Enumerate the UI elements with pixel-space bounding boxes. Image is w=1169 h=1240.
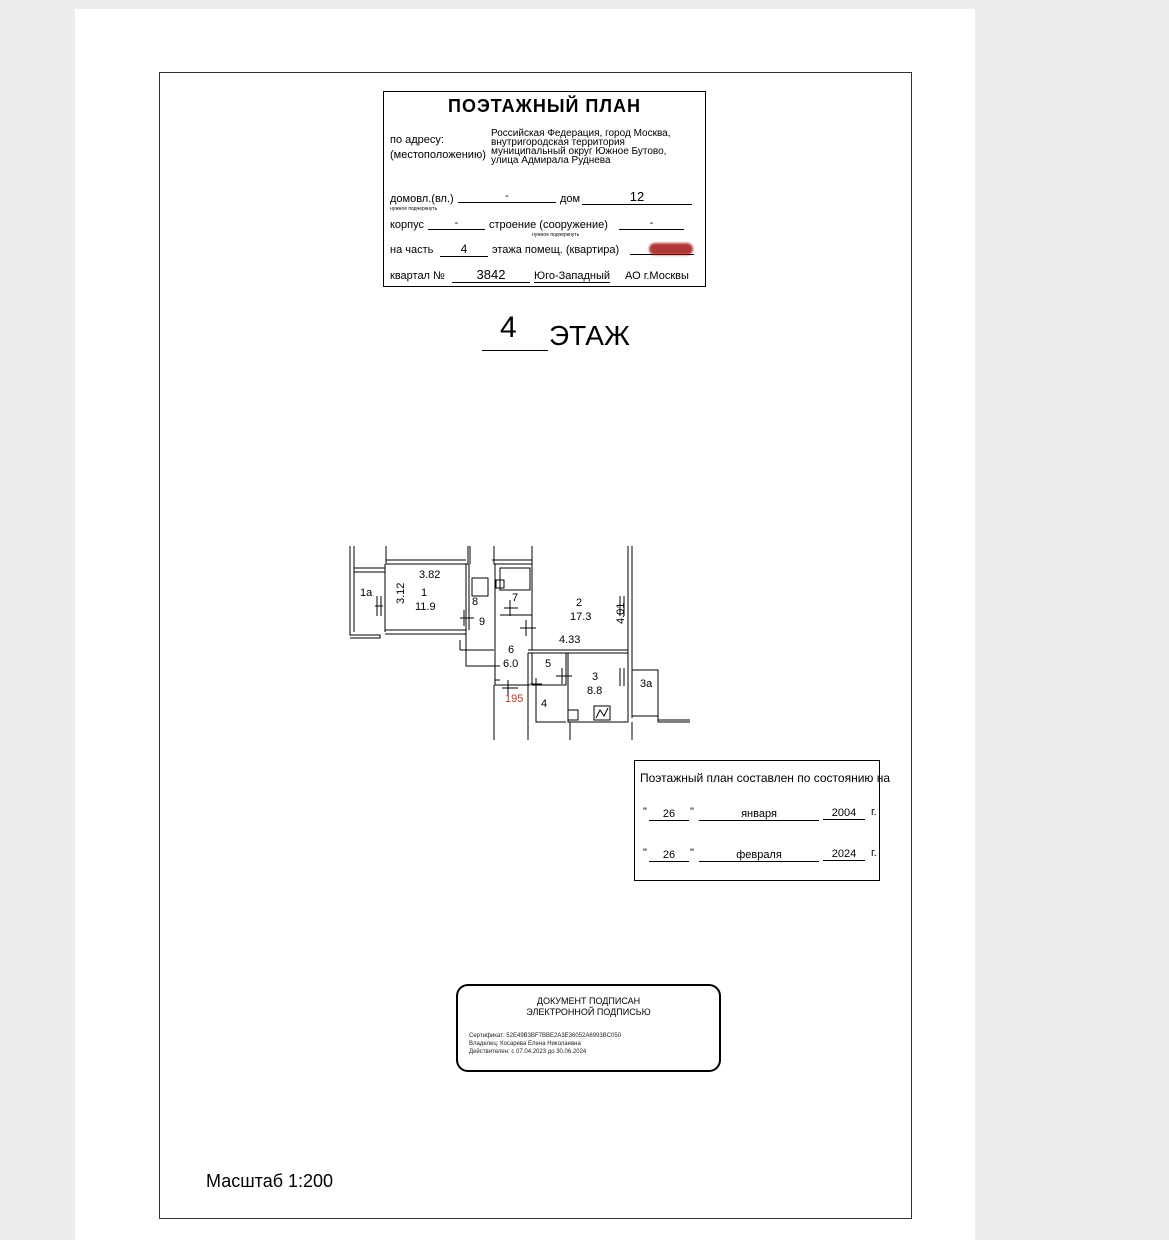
room-label-4: 4 xyxy=(541,698,548,710)
room-label-1a: 1а xyxy=(360,587,373,599)
room-label-9: 9 xyxy=(479,616,486,628)
room-area-3: 8.8 xyxy=(587,685,603,697)
room-label-2: 2 xyxy=(576,597,583,609)
scale-label: Масштаб 1:200 xyxy=(206,1171,334,1191)
date2-suffix: г. xyxy=(871,847,877,859)
part-value: 4 xyxy=(440,242,488,257)
by-address-label: по адресу: xyxy=(390,134,444,146)
quote-mark: " xyxy=(690,847,694,859)
date1-month: января xyxy=(699,808,819,821)
korpus-label: корпус xyxy=(390,219,425,231)
address-line: муниципальный округ Южное Бутово, xyxy=(491,146,667,157)
quarter-label: квартал № xyxy=(390,270,445,282)
apartment-number: 195 xyxy=(505,693,524,705)
quote-mark: " xyxy=(643,847,647,859)
dimension-label: 3.82 xyxy=(419,569,441,581)
house-value: 12 xyxy=(582,189,692,205)
room-area-6: 6.0 xyxy=(503,658,519,670)
dimension-label: 3.12 xyxy=(395,582,407,604)
state-heading: Поэтажный план составлен по состоянию на xyxy=(640,771,891,785)
address-line: внутригородская территория xyxy=(491,137,625,148)
korpus-value: - xyxy=(428,217,485,230)
address-text xyxy=(491,129,671,165)
domovl-value: - xyxy=(458,190,556,203)
quote-mark: " xyxy=(690,806,694,818)
house-label: дом xyxy=(560,193,581,205)
location-label: (местоположению) xyxy=(390,149,486,161)
underline-hint: нужное подчеркнуть xyxy=(390,206,438,212)
ao-label: АО г.Москвы xyxy=(625,270,689,282)
signature-valid: Действителен: с 07.04.2023 до 30.06.2024 xyxy=(469,1049,587,1055)
room-label-3a: 3а xyxy=(640,678,653,690)
address-line: улица Адмирала Руднева xyxy=(491,155,611,166)
floor-word: ЭТАЖ xyxy=(549,320,630,351)
room-label-6: 6 xyxy=(508,644,515,656)
address-line: Российская Федерация, город Москва, xyxy=(491,128,671,139)
room-area-1: 11.9 xyxy=(415,601,436,613)
date1-suffix: г. xyxy=(871,806,877,818)
district-value: Юго-Западный xyxy=(534,270,611,282)
domovl-label: домовл.(вл.) xyxy=(390,193,454,205)
quarter-value: 3842 xyxy=(452,267,530,283)
part-label: на часть xyxy=(390,244,434,256)
floor-plan xyxy=(340,540,690,750)
floor-number-underline xyxy=(482,350,548,351)
signature-line: ЭЛЕКТРОННОЙ ПОДПИСЬЮ xyxy=(526,1007,651,1017)
floor-number: 4 xyxy=(500,311,517,344)
document-title: ПОЭТАЖНЫЙ ПЛАН xyxy=(448,96,641,116)
underline-hint: нужное подчеркнуть xyxy=(532,232,580,238)
room-area-2: 17.3 xyxy=(570,611,592,623)
signature-certificate: Сертификат: 52E49B3BF7BBE2A3E36052A6993BC050 xyxy=(469,1033,622,1039)
e-signature-stamp xyxy=(456,984,721,1072)
room-label-3: 3 xyxy=(592,671,599,683)
state-box xyxy=(634,760,891,881)
title-block xyxy=(383,91,706,287)
room-label-7: 7 xyxy=(512,592,519,604)
redaction-mark xyxy=(649,243,693,255)
quote-mark: " xyxy=(643,806,647,818)
date2-month: февраля xyxy=(699,849,819,862)
room-label-5: 5 xyxy=(545,658,552,670)
floor-room-label: этажа помещ. (квартира) xyxy=(492,244,620,256)
dimension-label: 4.33 xyxy=(559,634,581,646)
date2-year: 2024 xyxy=(823,848,865,861)
building-label: строение (сооружение) xyxy=(489,219,608,231)
building-value: - xyxy=(619,217,684,230)
room-label-1: 1 xyxy=(421,587,428,599)
date1-year: 2004 xyxy=(823,807,865,820)
dimension-label: 4.01 xyxy=(615,602,627,624)
date2-day: 26 xyxy=(649,849,689,862)
signature-owner: Владелец: Косарева Елена Николаевна xyxy=(469,1041,581,1047)
room-label-8: 8 xyxy=(472,596,479,608)
date1-day: 26 xyxy=(649,808,689,821)
signature-line: ДОКУМЕНТ ПОДПИСАН xyxy=(536,996,641,1006)
